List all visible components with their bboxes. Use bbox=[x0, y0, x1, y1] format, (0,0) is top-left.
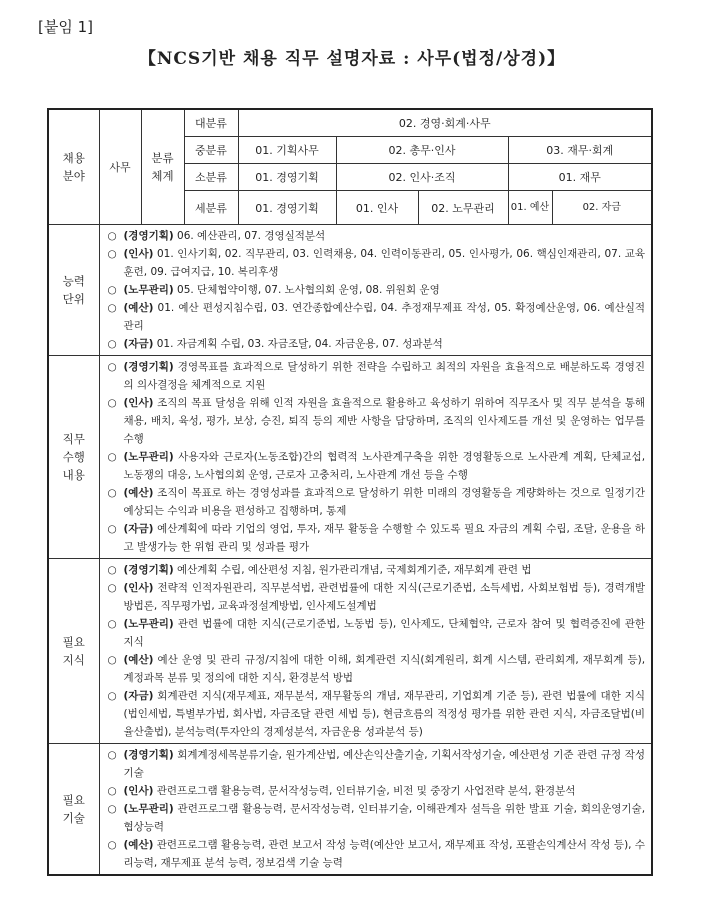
list-item bbox=[108, 227, 646, 245]
item-head: (경영기획) bbox=[123, 564, 174, 576]
circle-bullet-icon: ○ bbox=[107, 839, 117, 851]
item-text: 01. 자금계획 수립, 03. 자금조달, 04. 자금운용, 07. 성과분석 bbox=[153, 338, 443, 350]
list-item bbox=[108, 615, 646, 651]
item-head: (예산) bbox=[123, 302, 154, 314]
detail-value-4: 01. 예산 bbox=[508, 191, 552, 225]
item-text: 조직의 목표 달성을 위해 인적 자원을 효율적으로 활용하고 육성하기 위하여 직무조사 및 직무 분석을 통해 채용, 배치, 육성, 평가, 보상, 승진, 퇴직 등의 제반 사항을 담당하며, 조직의 인사제도를 개선 및 운영하는 업무를 수행 bbox=[123, 397, 646, 445]
major-label: 대분류 bbox=[184, 109, 238, 137]
circle-bullet-icon: ○ bbox=[107, 564, 117, 576]
item-text: 예산 운영 및 관리 규정/지침에 대한 이해, 회계관련 지식(회계원리, 회계 시스템, 관리회계, 재무회계 등), 계정과목 분류 및 정의에 대한 지식, 환경분석 방법 bbox=[123, 654, 646, 684]
list-item bbox=[108, 520, 646, 556]
item-head: (경영기획) bbox=[123, 230, 174, 242]
list-item bbox=[108, 394, 646, 448]
minor-value-1: 01. 경영기획 bbox=[238, 164, 336, 191]
circle-bullet-icon: ○ bbox=[107, 803, 117, 815]
section-label: 기술 bbox=[62, 811, 85, 825]
section-knowledge-header bbox=[48, 559, 99, 744]
section-ability-units-header bbox=[48, 225, 99, 356]
item-text: 전략적 인적자원관리, 직무분석법, 관련법률에 대한 지식(근로기준법, 소득세법, 사회보험법 등), 경력개발방법론, 직무평가법, 교육과정설계방법, 인사제도설계법 bbox=[123, 582, 646, 612]
section-label: 지식 bbox=[62, 653, 85, 667]
item-head: (인사) bbox=[123, 785, 154, 797]
circle-bullet-icon: ○ bbox=[107, 361, 117, 373]
section-knowledge-content bbox=[99, 559, 652, 744]
circle-bullet-icon: ○ bbox=[107, 785, 117, 797]
list-item bbox=[108, 561, 646, 579]
item-text: 관련 법률에 대한 지식(근로기준법, 노동법 등), 인사제도, 단체협약, 근로자 참여 및 협력증진에 관한 지식 bbox=[123, 618, 646, 648]
list-item bbox=[108, 800, 646, 836]
minor-value-3: 01. 재무 bbox=[508, 164, 652, 191]
circle-bullet-icon: ○ bbox=[107, 749, 117, 761]
list-item bbox=[108, 299, 646, 335]
list-item bbox=[108, 358, 646, 394]
item-text: 01. 예산 편성지침수립, 03. 연간종합예산수립, 04. 추정재무제표 작성, 05. 확정예산운영, 06. 예산실적관리 bbox=[123, 302, 646, 332]
middle-label: 중분류 bbox=[184, 137, 238, 164]
list-item bbox=[108, 448, 646, 484]
list-item bbox=[108, 579, 646, 615]
item-text: 조직이 목표로 하는 경영성과를 효과적으로 달성하기 위한 미래의 경영활동을 계량화하는 것으로 일정기간 예상되는 수익과 비용을 편성하고 집행하며, 통제 bbox=[123, 487, 646, 517]
item-head: (예산) bbox=[123, 487, 154, 499]
list-item bbox=[108, 746, 646, 782]
circle-bullet-icon: ○ bbox=[107, 523, 117, 535]
section-duties-content bbox=[99, 356, 652, 559]
list-item bbox=[108, 484, 646, 520]
item-head: (자금) bbox=[123, 338, 154, 350]
circle-bullet-icon: ○ bbox=[107, 284, 117, 296]
classification-header bbox=[141, 109, 184, 225]
item-head: (경영기획) bbox=[123, 361, 174, 373]
class-label-2: 체계 bbox=[151, 169, 174, 183]
middle-value-1: 01. 기획사무 bbox=[238, 137, 336, 164]
section-label: 필요 bbox=[62, 793, 85, 807]
item-head: (노무관리) bbox=[123, 451, 174, 463]
item-head: (경영기획) bbox=[123, 749, 174, 761]
item-head: (인사) bbox=[123, 248, 154, 260]
section-label: 단위 bbox=[62, 292, 85, 306]
item-text: 경영목표를 효과적으로 달성하기 위한 전략을 수립하고 최적의 자원을 효율적으로 배분하도록 경영진의 의사결정을 체계적으로 지원 bbox=[123, 361, 646, 391]
circle-bullet-icon: ○ bbox=[107, 248, 117, 260]
minor-value-2: 02. 인사·조직 bbox=[336, 164, 508, 191]
item-text: 관련프로그램 활용능력, 관련 보고서 작성 능력(예산안 보고서, 재무제표 작성, 포괄손익계산서 작성 등), 수리능력, 재무제표 분석 능력, 정보검색 기술 능력 bbox=[123, 839, 646, 869]
item-head: (자금) bbox=[123, 523, 154, 535]
field-header bbox=[48, 109, 99, 225]
item-head: (노무관리) bbox=[123, 618, 174, 630]
item-text: 회계계정세목분류기술, 원가계산법, 예산손익산출기술, 기획서작성기술, 예산편성 기준 관련 규정 작성 기술 bbox=[123, 749, 646, 779]
section-ability-units-content bbox=[99, 225, 652, 356]
list-item bbox=[108, 782, 646, 800]
circle-bullet-icon: ○ bbox=[107, 487, 117, 499]
section-label: 능력 bbox=[62, 274, 85, 288]
detail-value-5: 02. 자금 bbox=[552, 191, 652, 225]
circle-bullet-icon: ○ bbox=[107, 397, 117, 409]
section-duties-header bbox=[48, 356, 99, 559]
circle-bullet-icon: ○ bbox=[107, 618, 117, 630]
field-label-2: 분야 bbox=[62, 169, 85, 183]
detail-value-2: 01. 인사 bbox=[336, 191, 418, 225]
item-text: 06. 예산관리, 07. 경영실적분석 bbox=[173, 230, 326, 242]
circle-bullet-icon: ○ bbox=[107, 654, 117, 666]
item-text: 관련프로그램 활용능력, 문서작성능력, 인터뷰기술, 비전 및 중장기 사업전략 분석, 환경분석 bbox=[153, 785, 576, 797]
item-head: (노무관리) bbox=[123, 803, 174, 815]
circle-bullet-icon: ○ bbox=[107, 302, 117, 314]
list-item bbox=[108, 245, 646, 281]
field-value: 사무 bbox=[99, 109, 141, 225]
list-item bbox=[108, 836, 646, 872]
list-item bbox=[108, 335, 646, 353]
section-skills-content bbox=[99, 744, 652, 876]
item-text: 사용자와 근로자(노동조합)간의 협력적 노사관계구축을 위한 경영활동으로 노사관계 계획, 단체교섭, 노동쟁의 대응, 노사협의회 운영, 근로자 고충처리, 노사관계 개선 등을 수행 bbox=[123, 451, 646, 481]
circle-bullet-icon: ○ bbox=[107, 451, 117, 463]
item-head: (예산) bbox=[123, 654, 154, 666]
item-text: 예산계획에 따라 기업의 영업, 투자, 재무 활동을 수행할 수 있도록 필요 자금의 계획 수립, 조달, 운용을 하고 발생가능 한 위험 관리 및 성과를 평가 bbox=[123, 523, 646, 553]
section-label: 수행 bbox=[62, 450, 85, 464]
item-head: (인사) bbox=[123, 397, 154, 409]
job-description-table bbox=[47, 108, 653, 876]
detail-label: 세분류 bbox=[184, 191, 238, 225]
detail-value-1: 01. 경영기획 bbox=[238, 191, 336, 225]
item-text: 01. 인사기획, 02. 직무관리, 03. 인력채용, 04. 인력이동관리, 05. 인사평가, 06. 핵심인재관리, 07. 교육훈련, 09. 급여지급, 10. 복리후생 bbox=[123, 248, 646, 278]
document-title: 【NCS기반 채용 직무 설명자료 : 사무(법정/상경)】 bbox=[138, 49, 566, 69]
attachment-label: [붙임 1] bbox=[38, 18, 93, 36]
section-label: 필요 bbox=[62, 635, 85, 649]
item-text: 예산계획 수립, 예산편성 지침, 원가관리개념, 국제회계기준, 재무회계 관련 법 bbox=[173, 564, 532, 576]
list-item bbox=[108, 687, 646, 741]
item-head: (자금) bbox=[123, 690, 154, 702]
item-head: (예산) bbox=[123, 839, 154, 851]
item-text: 회계관련 지식(재무제표, 재무분석, 재무활동의 개념, 재무관리, 기업회계 기준 등), 관련 법률에 대한 지식(법인세법, 특별부가법, 회사법, 자금조달 관련 세법 등), 현금흐름의 적정성 평가를 위한 관련 지식, 자금조달법(비율산출법), 분석능력(투자안의 경제성분석, 자금운용 성과분석 등) bbox=[123, 690, 646, 738]
circle-bullet-icon: ○ bbox=[107, 582, 117, 594]
list-item bbox=[108, 651, 646, 687]
section-label: 내용 bbox=[62, 468, 85, 482]
circle-bullet-icon: ○ bbox=[107, 230, 117, 242]
item-text: 05. 단체협약이행, 07. 노사협의회 운영, 08. 위원회 운영 bbox=[173, 284, 440, 296]
class-label-1: 분류 bbox=[151, 151, 174, 165]
middle-value-3: 03. 재무·회계 bbox=[508, 137, 652, 164]
item-head: (인사) bbox=[123, 582, 154, 594]
detail-value-3: 02. 노무관리 bbox=[418, 191, 508, 225]
circle-bullet-icon: ○ bbox=[107, 338, 117, 350]
section-label: 직무 bbox=[62, 432, 85, 446]
major-value: 02. 경영·회계·사무 bbox=[238, 109, 652, 137]
list-item bbox=[108, 281, 646, 299]
section-skills-header bbox=[48, 744, 99, 876]
circle-bullet-icon: ○ bbox=[107, 690, 117, 702]
field-label-1: 채용 bbox=[62, 151, 85, 165]
item-head: (노무관리) bbox=[123, 284, 174, 296]
middle-value-2: 02. 총무·인사 bbox=[336, 137, 508, 164]
minor-label: 소분류 bbox=[184, 164, 238, 191]
item-text: 관련프로그램 활용능력, 문서작성능력, 인터뷰기술, 이해관계자 설득을 위한 발표 기술, 회의운영기술, 협상능력 bbox=[123, 803, 646, 833]
